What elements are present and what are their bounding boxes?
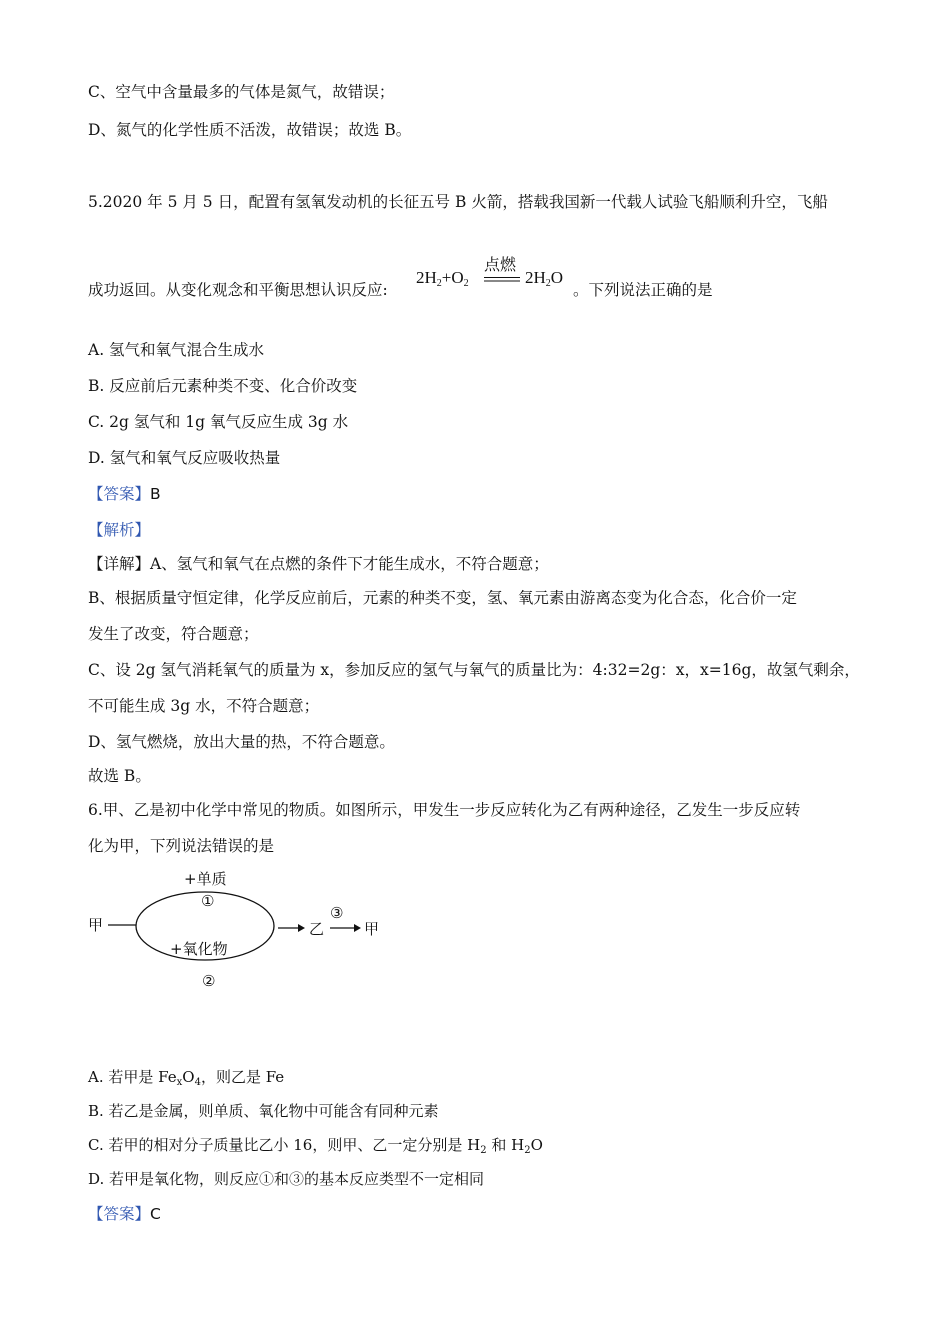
q6-answer bbox=[88, 1202, 161, 1224]
q5-detail-b-line1: B、根据质量守恒定律，化学反应前后，元素的种类不变，氢、氧元素由游离态变为化合态，化合价一定 bbox=[88, 589, 797, 607]
q5-detail-b-line2: 发生了改变，符合题意； bbox=[88, 625, 259, 643]
q5-stem-line2-suffix: 。下列说法正确的是 bbox=[573, 281, 713, 299]
diagram-top-number: ① bbox=[201, 892, 215, 910]
diagram-mid-label: 乙 bbox=[309, 920, 325, 938]
q5-option-c: C. 2g 氢气和 1g 氧气反应生成 3g 水 bbox=[88, 413, 349, 431]
eq-reactant1: $2H_2$ bbox=[416, 268, 442, 289]
answer-value: C bbox=[150, 1205, 161, 1223]
diagram-start-label: 甲 bbox=[88, 916, 104, 934]
answer-tag: 【答案】 bbox=[88, 485, 151, 503]
q6-reaction-diagram bbox=[86, 862, 396, 997]
diagram-end-label: 甲 bbox=[364, 920, 380, 938]
q5-detail-c-line1: C、设 2g 氢气消耗氧气的质量为 x，参加反应的氢气与氧气的质量比为：4:32=2g：x，x=16g，故氢气剩余， bbox=[88, 661, 860, 679]
q5-stem-line1: 5.2020 年 5 月 5 日，配置有氢氧发动机的长征五号 B 火箭，搭载我国新一代载人试验飞船顺利升空，飞船 bbox=[88, 193, 828, 211]
eq-condition: 点燃 bbox=[484, 257, 517, 274]
q5-detail-c-line2: 不可能生成 3g 水，不符合题意； bbox=[88, 697, 320, 715]
eq-product: $2H_2O$ bbox=[525, 268, 564, 289]
diagram-arrow-2-head bbox=[354, 924, 361, 932]
q5-stem-line2-prefix: 成功返回。从变化观念和平衡思想认识反应: bbox=[88, 281, 388, 299]
q5-conclusion: 故选 B。 bbox=[88, 767, 151, 785]
prev-option-d-explanation: D、氮气的化学性质不活泼，故错误；故选 B。 bbox=[88, 121, 412, 139]
diagram-bottom-number: ② bbox=[202, 972, 216, 990]
answer-tag: 【答案】 bbox=[88, 1205, 151, 1223]
q5-analysis-tag: 【解析】 bbox=[88, 521, 151, 539]
diagram-top-label: +单质 bbox=[184, 870, 227, 888]
q6-stem-line2: 化为甲，下列说法错误的是 bbox=[88, 837, 275, 855]
q6-option-b: B. 若乙是金属，则单质、氧化物中可能含有同种元素 bbox=[88, 1102, 439, 1120]
answer-value: B bbox=[150, 485, 161, 503]
diagram-step-number: ③ bbox=[330, 904, 344, 922]
eq-double-arrow-line bbox=[484, 276, 522, 284]
diagram-bottom-label: +氧化物 bbox=[170, 940, 228, 958]
q5-answer bbox=[88, 482, 161, 504]
detail-tag: 【详解】 bbox=[88, 555, 151, 573]
q5-option-d: D. 氢气和氧气反应吸收热量 bbox=[88, 449, 281, 467]
q5-chemical-equation bbox=[416, 268, 469, 289]
q5-option-b: B. 反应前后元素种类不变、化合价改变 bbox=[88, 377, 358, 395]
q5-detail-a: 【详解】A、氢气和氧气在点燃的条件下才能生成水，不符合题意； bbox=[88, 555, 549, 573]
prev-option-c-explanation: C、空气中含量最多的气体是氮气，故错误； bbox=[88, 83, 395, 101]
q6-option-a: A. 若甲是 $Fe_xO_4$，则乙是 Fe bbox=[88, 1068, 285, 1088]
q6-stem-line1: 6.甲、乙是初中化学中常见的物质。如图所示，甲发生一步反应转化为乙有两种途径，乙发生一步反应转 bbox=[88, 801, 801, 819]
eq-reactant2: $+O_2$ bbox=[441, 268, 469, 289]
q5-detail-d: D、氢气燃烧，放出大量的热，不符合题意。 bbox=[88, 733, 395, 751]
q6-option-d: D. 若甲是氧化物，则反应①和③的基本反应类型不一定相同 bbox=[88, 1170, 485, 1188]
diagram-arrow-1-head bbox=[298, 924, 305, 932]
q5-option-a: A. 氢气和氧气混合生成水 bbox=[88, 341, 265, 359]
q6-option-c: C. 若甲的相对分子质量比乙小 16，则甲、乙一定分别是 $H_2$ 和 $H_2O$ bbox=[88, 1136, 543, 1156]
